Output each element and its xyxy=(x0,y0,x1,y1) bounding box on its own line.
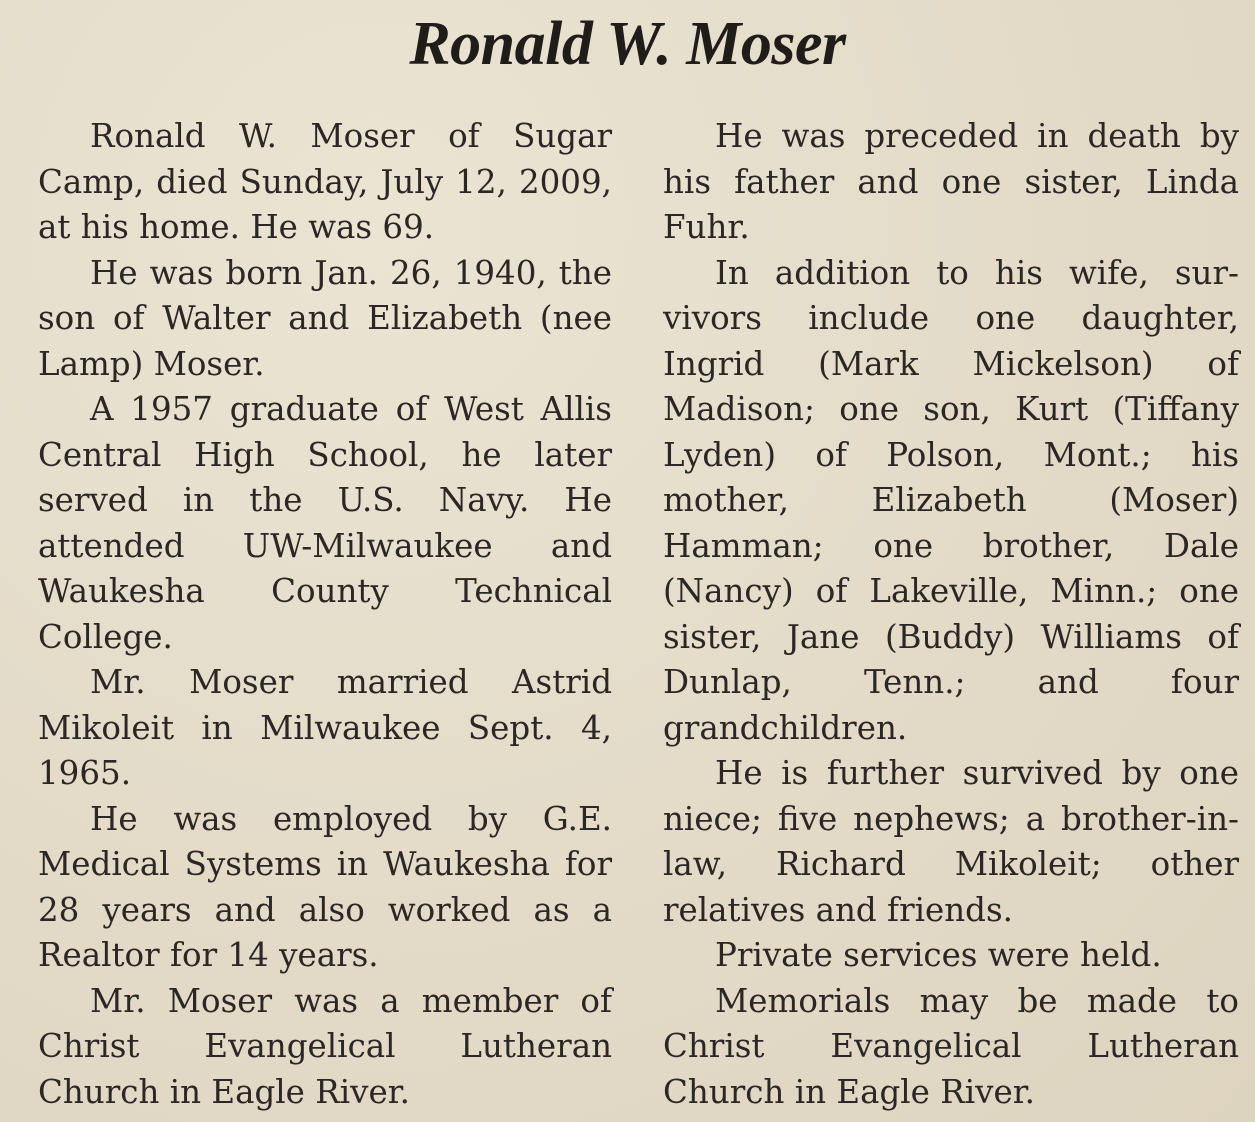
paragraph-career: He was employed by G.E. Medical Systems in Waukesha for 28 years and also worked as a Realtor for 14 years. xyxy=(38,799,612,974)
paragraph-services: Private services were held. xyxy=(715,936,1162,974)
obituary-headline: Ronald W. Moser xyxy=(409,10,846,78)
paragraph-further-survived: He is further survived by one niece; five nephews; a brother-in-law, Richard Mikoleit; other relatives and friends. xyxy=(663,754,1239,929)
right-column xyxy=(663,114,1239,1115)
paragraph-survivors: In addition to his wife, survivors include one daughter, Ingrid (Mark Mickelson) of Madison; one son, Kurt (Tiffany Lyden) of Polson, Mont.; his mother, Elizabeth (Moser) Hamman; one brother, Dale (Nancy) of Lakeville, Minn.; one sister, Jane (Buddy) Williams of Dunlap, Tenn.; and four grandchildren. xyxy=(663,253,1239,747)
paragraph-preceded: He was preceded in death by his father and one sister, Linda Fuhr. xyxy=(663,117,1239,246)
paragraph-marriage: Mr. Moser married Astrid Mikoleit in Milwaukee Sept. 4, 1965. xyxy=(38,663,612,792)
paragraph-birth: He was born Jan. 26, 1940, the son of Walter and Elizabeth (nee Lamp) Moser. xyxy=(38,253,612,383)
paragraph-death-notice: Ronald W. Moser of Sugar Camp, died Sunday, July 12, 2009, at his home. He was 69. xyxy=(38,117,612,246)
left-column xyxy=(38,114,612,1115)
paragraph-memorials: Memorials may be made to Christ Evangelical Lutheran Church in Eagle River. xyxy=(663,981,1239,1111)
paragraph-education: A 1957 graduate of West Allis Central High School, he later served in the U.S. Navy. He attended UW-Milwaukee and Waukesha County Technical College. xyxy=(38,390,612,656)
paragraph-church: Mr. Moser was a member of Christ Evangelical Lutheran Church in Eagle River. xyxy=(38,981,612,1111)
